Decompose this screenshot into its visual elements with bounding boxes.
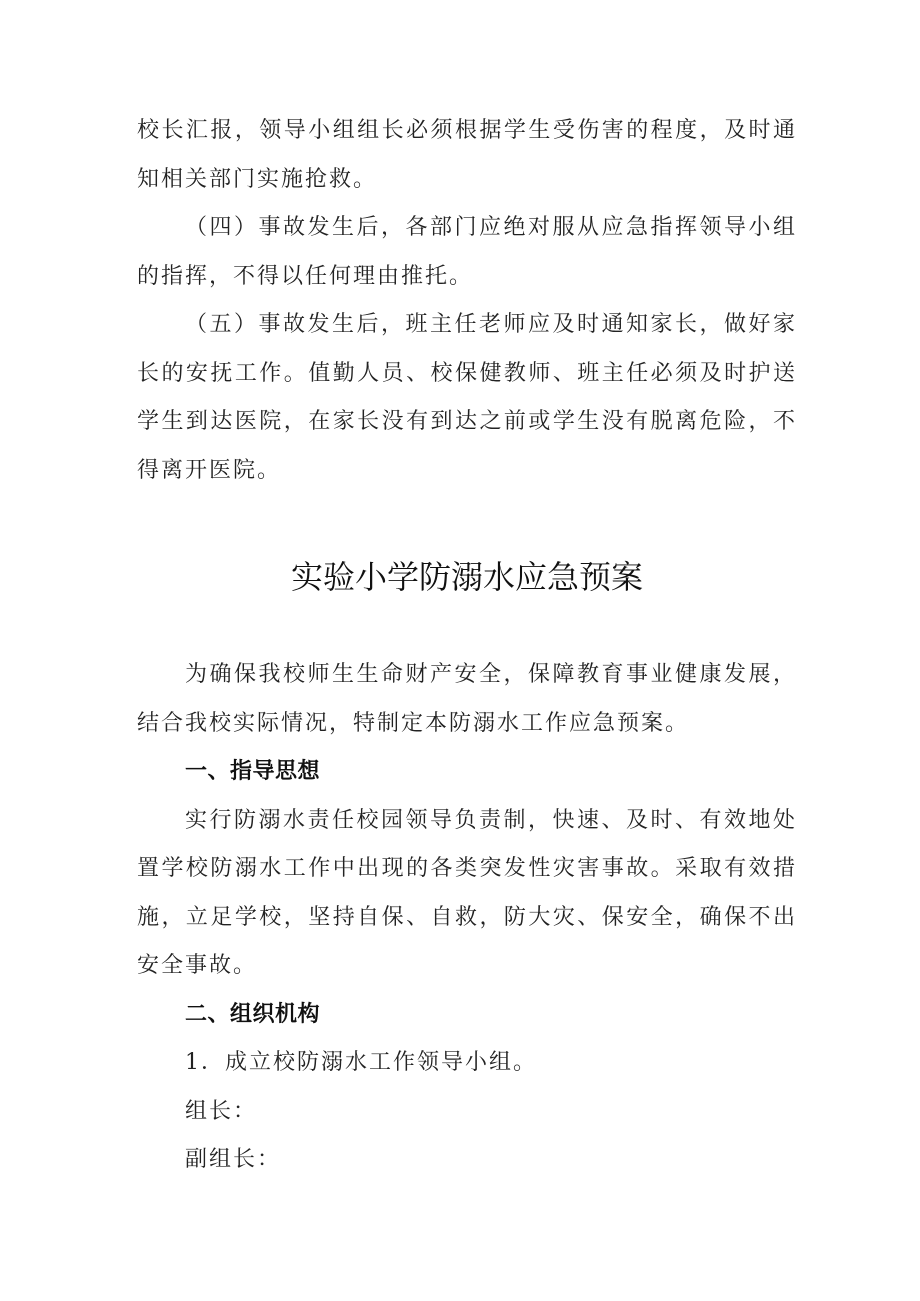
document-body bbox=[137, 107, 797, 1185]
field-label-leader: 组长： bbox=[185, 1098, 258, 1124]
paragraph-guiding-ideology: 实行防溺水责任校园领导负责制，快速、及时、有效地处置学校防溺水工作中出现的各类突发性灾害事故。采取有效措施，立足学校，坚持自保、自救，防大灾、保安全，确保不出安全事故。 bbox=[137, 807, 797, 978]
paragraph-item-four: （四）事故发生后，各部门应绝对服从应急指挥领导小组的指挥，不得以任何理由推托。 bbox=[137, 215, 797, 289]
paragraph-report: 校长汇报，领导小组组长必须根据学生受伤害的程度，及时通知相关部门实施抢救。 bbox=[137, 118, 797, 192]
document-title: 实验小学防溺水应急预案 bbox=[290, 558, 643, 596]
intro-paragraph: 为确保我校师生生命财产安全，保障教育事业健康发展，结合我校实际情况，特制定本防溺水工作应急预案。 bbox=[137, 662, 797, 736]
section-heading-organization: 二、组织机构 bbox=[185, 1001, 321, 1027]
list-item-leading-group: 1．成立校防溺水工作领导小组。 bbox=[185, 1050, 537, 1075]
paragraph-item-five: （五）事故发生后，班主任老师应及时通知家长，做好家长的安抚工作。值勤人员、校保健教师、班主任必须及时护送学生到达医院，在家长没有到达之前或学生没有脱离危险，不得离开医院。 bbox=[137, 312, 797, 483]
section-heading-guiding-ideology: 一、指导思想 bbox=[185, 759, 321, 784]
field-label-vice-leader: 副组长： bbox=[185, 1147, 282, 1172]
